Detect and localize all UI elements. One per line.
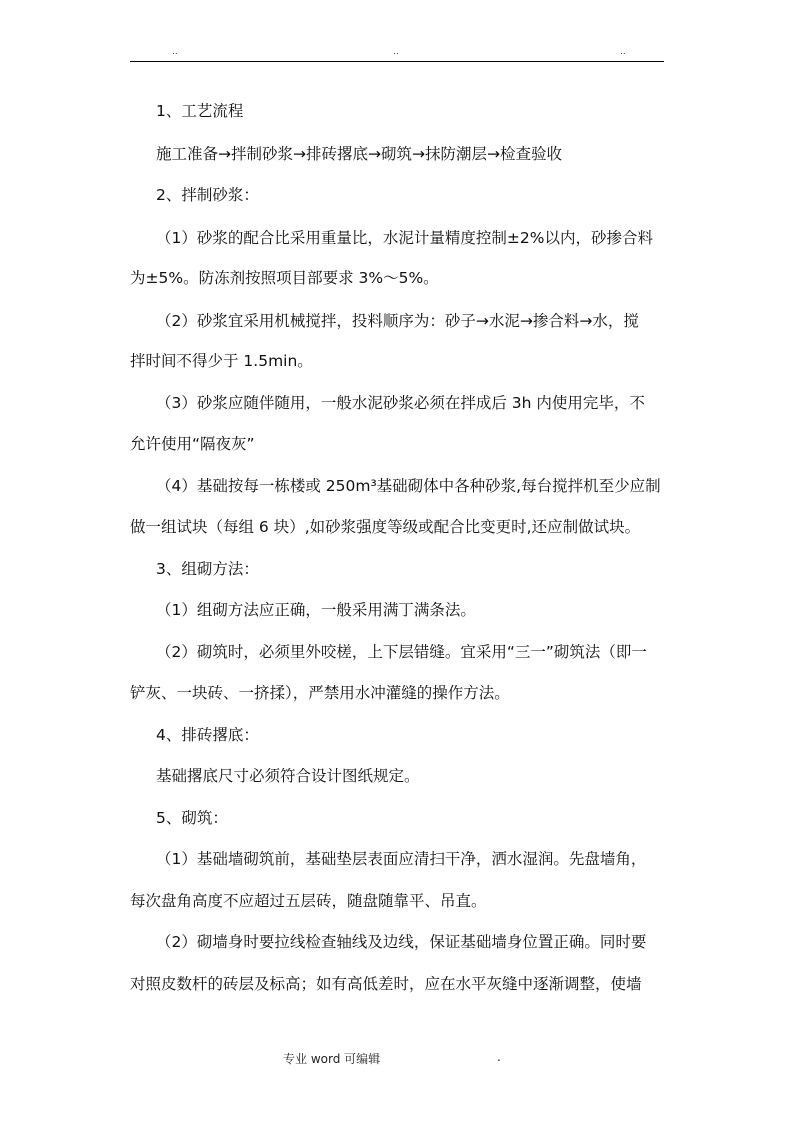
header-dot-right: ..: [620, 47, 626, 57]
paragraph-line: 为±5%。防冻剂按照项目部要求 3%～5%。: [130, 269, 439, 287]
header-dot-center: ..: [393, 47, 399, 57]
header-rule: [130, 61, 664, 62]
paragraph-line: 允许使用“隔夜灰”: [130, 435, 255, 453]
footer-note: 专业 word 可编辑: [283, 1052, 381, 1066]
paragraph-line: （2）砌筑时，必须里外咬槎，上下层错缝。宜采用“三一”砌筑法（即一: [156, 643, 647, 661]
section-heading-1: 1、工艺流程: [156, 102, 244, 120]
footer-dot: .: [497, 1050, 501, 1064]
paragraph-line: 拌时间不得少于 1.5min。: [130, 352, 313, 370]
paragraph-line: 基础撂底尺寸必须符合设计图纸规定。: [156, 767, 420, 785]
process-flow-text: 施工准备→拌制砂浆→排砖撂底→砌筑→抹防潮层→检查验收: [156, 145, 562, 163]
section-heading-5: 5、砌筑：: [156, 809, 228, 827]
paragraph-line: （1）基础墙砌筑前，基础垫层表面应清扫干净，洒水湿润。先盘墙角，: [156, 850, 647, 868]
paragraph-line: 对照皮数杆的砖层及标高；如有高低差时，应在水平灰缝中逐渐调整，使墙: [130, 975, 642, 993]
paragraph-line: 做一组试块（每组 6 块）,如砂浆强度等级或配合比变更时,还应制做试块。: [130, 518, 641, 536]
section-heading-3: 3、组砌方法：: [156, 560, 259, 578]
header-dot-left: ..: [172, 47, 178, 57]
paragraph-line: （1）组砌方法应正确，一般采用满丁满条法。: [156, 601, 476, 619]
section-heading-2: 2、拌制砂浆：: [156, 186, 259, 204]
paragraph-line: （2）砂浆宜采用机械搅拌，投料顺序为：砂子→水泥→掺合料→水，搅: [156, 312, 639, 330]
paragraph-line: （2）砌墙身时要拉线检查轴线及边线，保证基础墙身位置正确。同时要: [156, 933, 647, 951]
paragraph-line: （3）砂浆应随伴随用，一般水泥砂浆必须在拌成后 3h 内使用完毕，不: [156, 394, 645, 412]
paragraph-line: （1）砂浆的配合比采用重量比，水泥计量精度控制±2%以内，砂掺合料: [156, 229, 653, 247]
paragraph-line: （4）基础按每一栋楼或 250m³基础砌体中各种砂浆,每台搅拌机至少应制: [156, 477, 661, 495]
section-heading-4: 4、排砖撂底：: [156, 726, 259, 744]
paragraph-line: 每次盘角高度不应超过五层砖，随盘随靠平、吊直。: [130, 892, 487, 910]
paragraph-line: 铲灰、一块砖、一挤揉），严禁用水冲灌缝的操作方法。: [130, 684, 510, 702]
